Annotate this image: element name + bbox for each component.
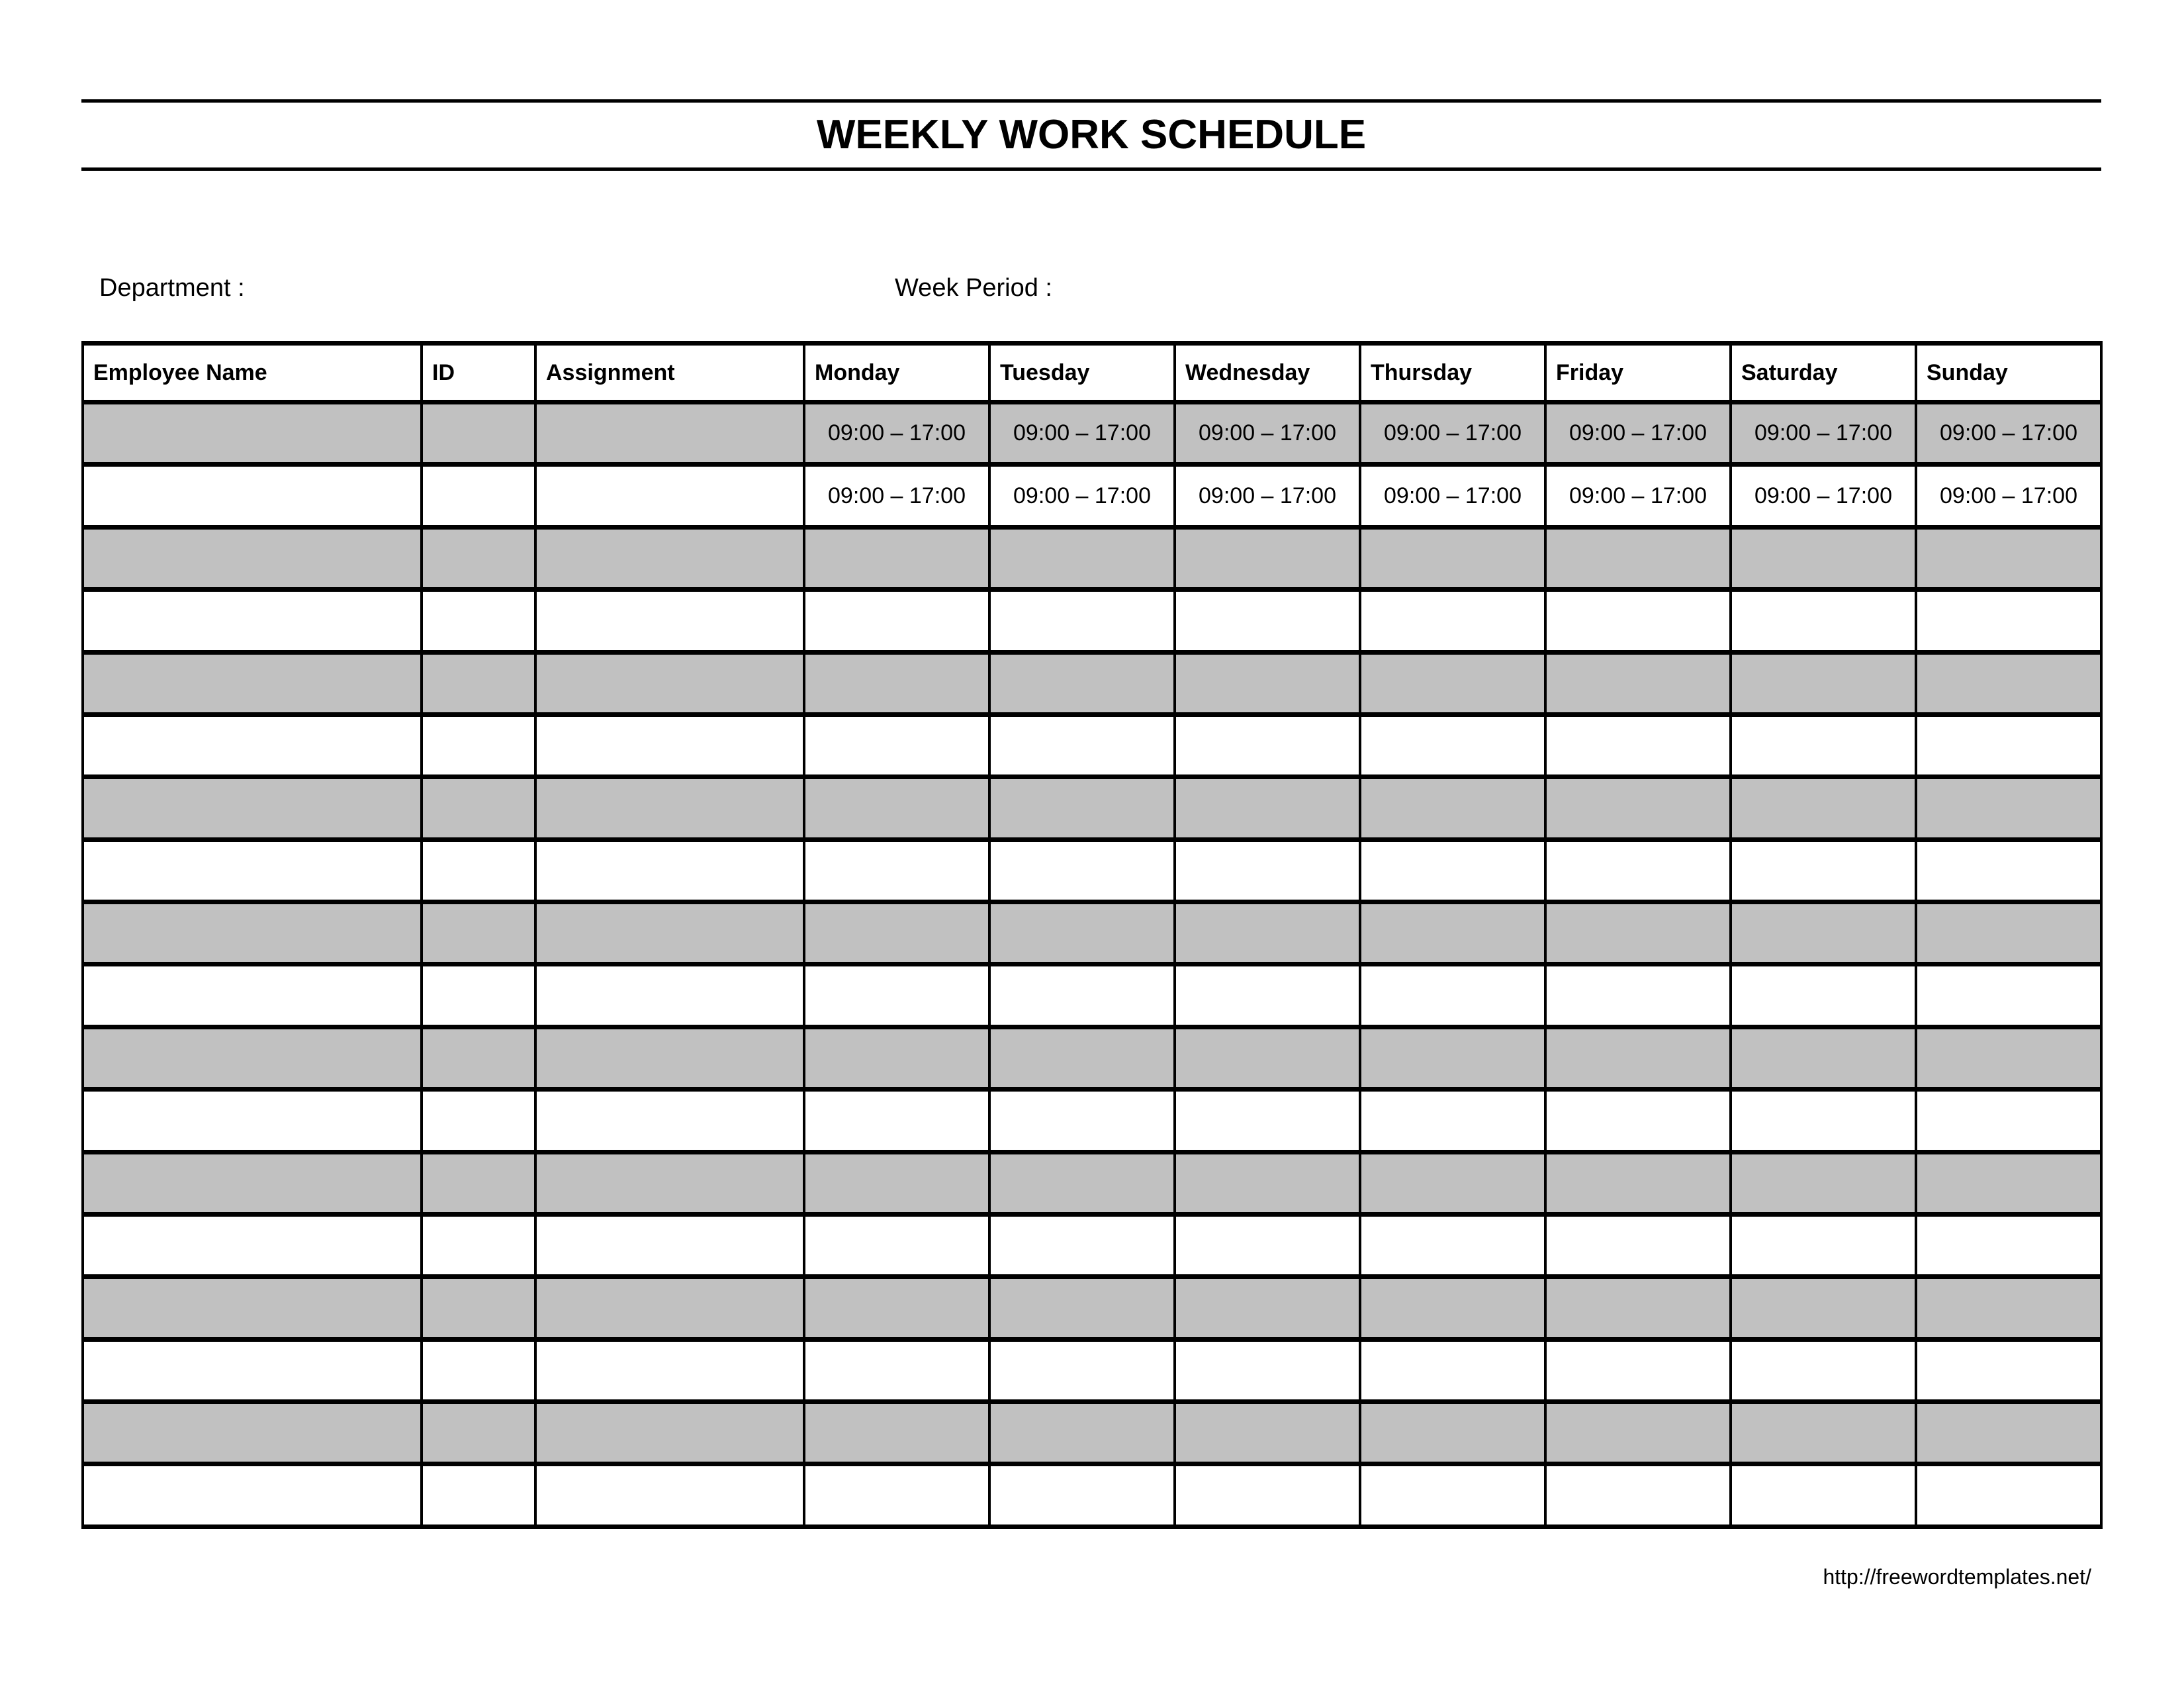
- table-row: [83, 1214, 2101, 1276]
- cell-wednesday[interactable]: [1175, 839, 1360, 902]
- cell-wednesday[interactable]: [1175, 1214, 1360, 1276]
- cell-tuesday[interactable]: [989, 527, 1175, 589]
- title-rule-bottom: [81, 167, 2101, 171]
- cell-friday[interactable]: [1545, 777, 1731, 839]
- cell-id[interactable]: [422, 964, 535, 1027]
- cell-friday[interactable]: [1545, 714, 1731, 776]
- table-row: [83, 402, 2101, 465]
- table-header-row: [83, 344, 2101, 402]
- cell-employee-name[interactable]: [83, 1402, 422, 1464]
- cell-id[interactable]: [422, 714, 535, 776]
- cell-employee-name[interactable]: [83, 1339, 422, 1401]
- cell-sunday[interactable]: 09:00 – 17:00: [1916, 465, 2101, 527]
- cell-monday[interactable]: [804, 590, 989, 652]
- table-row: [83, 839, 2101, 902]
- title-rule-top: [81, 99, 2101, 103]
- cell-tuesday[interactable]: [989, 1277, 1175, 1339]
- cell-id[interactable]: [422, 839, 535, 902]
- cell-assignment[interactable]: [535, 652, 804, 714]
- cell-sunday[interactable]: [1916, 964, 2101, 1027]
- cell-employee-name[interactable]: [83, 777, 422, 839]
- cell-employee-name[interactable]: [83, 1090, 422, 1152]
- cell-wednesday[interactable]: [1175, 964, 1360, 1027]
- cell-thursday[interactable]: [1360, 964, 1545, 1027]
- cell-friday[interactable]: [1545, 1214, 1731, 1276]
- cell-wednesday[interactable]: [1175, 1027, 1360, 1089]
- cell-id[interactable]: [422, 402, 535, 465]
- table-body: [83, 402, 2101, 1527]
- cell-monday[interactable]: [804, 1090, 989, 1152]
- cell-thursday[interactable]: [1360, 652, 1545, 714]
- cell-assignment[interactable]: [535, 465, 804, 527]
- cell-employee-name[interactable]: [83, 714, 422, 776]
- cell-saturday[interactable]: [1731, 1464, 1916, 1527]
- table-row: [83, 1152, 2101, 1214]
- table-row: [83, 777, 2101, 839]
- cell-sunday[interactable]: [1916, 902, 2101, 964]
- cell-friday[interactable]: [1545, 652, 1731, 714]
- cell-friday[interactable]: [1545, 1027, 1731, 1089]
- cell-id[interactable]: [422, 1090, 535, 1152]
- cell-employee-name[interactable]: [83, 964, 422, 1027]
- column-header-thursday: Thursday: [1360, 344, 1545, 402]
- cell-assignment[interactable]: [535, 590, 804, 652]
- cell-tuesday[interactable]: [989, 1339, 1175, 1401]
- cell-wednesday[interactable]: 09:00 – 17:00: [1175, 465, 1360, 527]
- schedule-table: [81, 341, 2103, 1529]
- cell-id[interactable]: [422, 1214, 535, 1276]
- cell-thursday[interactable]: [1360, 1339, 1545, 1401]
- cell-wednesday[interactable]: [1175, 590, 1360, 652]
- cell-id[interactable]: [422, 652, 535, 714]
- table-row: [83, 527, 2101, 589]
- column-header-wednesday: Wednesday: [1175, 344, 1360, 402]
- cell-thursday[interactable]: [1360, 839, 1545, 902]
- cell-saturday[interactable]: [1731, 652, 1916, 714]
- cell-thursday[interactable]: [1360, 1090, 1545, 1152]
- cell-saturday[interactable]: [1731, 1339, 1916, 1401]
- cell-friday[interactable]: [1545, 1339, 1731, 1401]
- table-row: [83, 465, 2101, 527]
- cell-assignment[interactable]: [535, 1090, 804, 1152]
- cell-monday[interactable]: [804, 1027, 989, 1089]
- cell-employee-name[interactable]: [83, 527, 422, 589]
- cell-sunday[interactable]: [1916, 1027, 2101, 1089]
- table-row: [83, 652, 2101, 714]
- cell-monday[interactable]: [804, 1339, 989, 1401]
- cell-saturday[interactable]: 09:00 – 17:00: [1731, 465, 1916, 527]
- column-header-employee-name: Employee Name: [83, 344, 422, 402]
- cell-sunday[interactable]: [1916, 652, 2101, 714]
- cell-assignment[interactable]: [535, 839, 804, 902]
- column-header-sunday: Sunday: [1916, 344, 2101, 402]
- cell-saturday[interactable]: [1731, 714, 1916, 776]
- cell-employee-name[interactable]: [83, 1152, 422, 1214]
- cell-monday[interactable]: [804, 964, 989, 1027]
- cell-monday[interactable]: [804, 714, 989, 776]
- week-period-label: Week Period :: [895, 274, 1052, 302]
- cell-saturday[interactable]: [1731, 1090, 1916, 1152]
- cell-employee-name[interactable]: [83, 590, 422, 652]
- cell-id[interactable]: [422, 1402, 535, 1464]
- cell-wednesday[interactable]: [1175, 1464, 1360, 1527]
- cell-employee-name[interactable]: [83, 1277, 422, 1339]
- cell-wednesday[interactable]: [1175, 1339, 1360, 1401]
- cell-sunday[interactable]: [1916, 1464, 2101, 1527]
- table-row: [83, 902, 2101, 964]
- cell-assignment[interactable]: [535, 964, 804, 1027]
- cell-saturday[interactable]: [1731, 777, 1916, 839]
- cell-tuesday[interactable]: [989, 1214, 1175, 1276]
- cell-tuesday[interactable]: [989, 714, 1175, 776]
- cell-thursday[interactable]: [1360, 714, 1545, 776]
- cell-assignment[interactable]: [535, 714, 804, 776]
- cell-saturday[interactable]: [1731, 1027, 1916, 1089]
- cell-monday[interactable]: [804, 777, 989, 839]
- table-row: [83, 1464, 2101, 1527]
- cell-thursday[interactable]: [1360, 1027, 1545, 1089]
- cell-monday[interactable]: [804, 1277, 989, 1339]
- cell-assignment[interactable]: [535, 1277, 804, 1339]
- table-row: [83, 964, 2101, 1027]
- cell-friday[interactable]: [1545, 527, 1731, 589]
- column-header-saturday: Saturday: [1731, 344, 1916, 402]
- table-row: [83, 714, 2101, 776]
- cell-saturday[interactable]: [1731, 527, 1916, 589]
- cell-tuesday[interactable]: [989, 1090, 1175, 1152]
- cell-sunday[interactable]: [1916, 1152, 2101, 1214]
- cell-id[interactable]: [422, 527, 535, 589]
- cell-sunday[interactable]: [1916, 1277, 2101, 1339]
- cell-thursday[interactable]: [1360, 527, 1545, 589]
- cell-thursday[interactable]: [1360, 1152, 1545, 1214]
- cell-friday[interactable]: [1545, 964, 1731, 1027]
- cell-id[interactable]: [422, 1152, 535, 1214]
- cell-assignment[interactable]: [535, 1152, 804, 1214]
- column-header-monday: Monday: [804, 344, 989, 402]
- cell-id[interactable]: [422, 777, 535, 839]
- cell-saturday[interactable]: [1731, 902, 1916, 964]
- cell-thursday[interactable]: [1360, 1402, 1545, 1464]
- column-header-tuesday: Tuesday: [989, 344, 1175, 402]
- cell-saturday[interactable]: [1731, 964, 1916, 1027]
- cell-monday[interactable]: 09:00 – 17:00: [804, 465, 989, 527]
- cell-friday[interactable]: [1545, 902, 1731, 964]
- cell-id[interactable]: [422, 590, 535, 652]
- cell-tuesday[interactable]: [989, 839, 1175, 902]
- cell-thursday[interactable]: [1360, 1277, 1545, 1339]
- cell-sunday[interactable]: [1916, 1214, 2101, 1276]
- cell-wednesday[interactable]: [1175, 777, 1360, 839]
- column-header-friday: Friday: [1545, 344, 1731, 402]
- cell-sunday[interactable]: [1916, 777, 2101, 839]
- cell-assignment[interactable]: [535, 902, 804, 964]
- cell-thursday[interactable]: [1360, 1464, 1545, 1527]
- cell-tuesday[interactable]: [989, 1402, 1175, 1464]
- cell-sunday[interactable]: [1916, 590, 2101, 652]
- cell-monday[interactable]: [804, 1402, 989, 1464]
- cell-assignment[interactable]: [535, 1027, 804, 1089]
- cell-thursday[interactable]: 09:00 – 17:00: [1360, 402, 1545, 465]
- cell-sunday[interactable]: [1916, 1339, 2101, 1401]
- cell-wednesday[interactable]: [1175, 527, 1360, 589]
- cell-tuesday[interactable]: [989, 777, 1175, 839]
- cell-monday[interactable]: [804, 527, 989, 589]
- cell-sunday[interactable]: [1916, 714, 2101, 776]
- cell-sunday[interactable]: 09:00 – 17:00: [1916, 402, 2101, 465]
- cell-friday[interactable]: [1545, 1090, 1731, 1152]
- cell-wednesday[interactable]: [1175, 1402, 1360, 1464]
- cell-tuesday[interactable]: 09:00 – 17:00: [989, 465, 1175, 527]
- cell-assignment[interactable]: [535, 527, 804, 589]
- cell-tuesday[interactable]: [989, 590, 1175, 652]
- cell-id[interactable]: [422, 465, 535, 527]
- cell-tuesday[interactable]: [989, 964, 1175, 1027]
- table-row: [83, 1027, 2101, 1089]
- cell-sunday[interactable]: [1916, 1090, 2101, 1152]
- cell-tuesday[interactable]: [989, 1027, 1175, 1089]
- cell-id[interactable]: [422, 902, 535, 964]
- cell-sunday[interactable]: [1916, 527, 2101, 589]
- cell-assignment[interactable]: [535, 1339, 804, 1401]
- table-row: [83, 1277, 2101, 1339]
- cell-friday[interactable]: [1545, 1402, 1731, 1464]
- cell-employee-name[interactable]: [83, 652, 422, 714]
- table-row: [83, 1339, 2101, 1401]
- cell-wednesday[interactable]: 09:00 – 17:00: [1175, 402, 1360, 465]
- cell-friday[interactable]: [1545, 1152, 1731, 1214]
- cell-assignment[interactable]: [535, 402, 804, 465]
- cell-employee-name[interactable]: [83, 465, 422, 527]
- cell-monday[interactable]: [804, 1464, 989, 1527]
- cell-saturday[interactable]: [1731, 1152, 1916, 1214]
- cell-thursday[interactable]: [1360, 590, 1545, 652]
- cell-employee-name[interactable]: [83, 1464, 422, 1527]
- cell-friday[interactable]: 09:00 – 17:00: [1545, 402, 1731, 465]
- cell-monday[interactable]: 09:00 – 17:00: [804, 402, 989, 465]
- cell-employee-name[interactable]: [83, 839, 422, 902]
- cell-id[interactable]: [422, 1027, 535, 1089]
- cell-wednesday[interactable]: [1175, 1152, 1360, 1214]
- cell-saturday[interactable]: [1731, 1402, 1916, 1464]
- cell-id[interactable]: [422, 1277, 535, 1339]
- department-label: Department :: [99, 274, 245, 302]
- cell-monday[interactable]: [804, 1152, 989, 1214]
- cell-tuesday[interactable]: [989, 902, 1175, 964]
- cell-employee-name[interactable]: [83, 902, 422, 964]
- cell-wednesday[interactable]: [1175, 714, 1360, 776]
- cell-assignment[interactable]: [535, 1402, 804, 1464]
- table-row: [83, 1402, 2101, 1464]
- cell-assignment[interactable]: [535, 1464, 804, 1527]
- cell-tuesday[interactable]: [989, 652, 1175, 714]
- cell-saturday[interactable]: [1731, 590, 1916, 652]
- cell-monday[interactable]: [804, 839, 989, 902]
- cell-thursday[interactable]: [1360, 902, 1545, 964]
- cell-sunday[interactable]: [1916, 839, 2101, 902]
- cell-employee-name[interactable]: [83, 1214, 422, 1276]
- cell-wednesday[interactable]: [1175, 1090, 1360, 1152]
- cell-sunday[interactable]: [1916, 1402, 2101, 1464]
- cell-saturday[interactable]: 09:00 – 17:00: [1731, 402, 1916, 465]
- cell-thursday[interactable]: 09:00 – 17:00: [1360, 465, 1545, 527]
- cell-employee-name[interactable]: [83, 1027, 422, 1089]
- cell-wednesday[interactable]: [1175, 902, 1360, 964]
- cell-friday[interactable]: [1545, 839, 1731, 902]
- column-header-id: ID: [422, 344, 535, 402]
- cell-assignment[interactable]: [535, 1214, 804, 1276]
- cell-wednesday[interactable]: [1175, 1277, 1360, 1339]
- cell-thursday[interactable]: [1360, 1214, 1545, 1276]
- cell-monday[interactable]: [804, 1214, 989, 1276]
- cell-tuesday[interactable]: 09:00 – 17:00: [989, 402, 1175, 465]
- column-header-assignment: Assignment: [535, 344, 804, 402]
- footer-url-link[interactable]: http://freewordtemplates.net/: [1823, 1565, 2091, 1589]
- cell-id[interactable]: [422, 1339, 535, 1401]
- cell-saturday[interactable]: [1731, 839, 1916, 902]
- cell-tuesday[interactable]: [989, 1464, 1175, 1527]
- cell-monday[interactable]: [804, 652, 989, 714]
- table-row: [83, 1090, 2101, 1152]
- cell-friday[interactable]: 09:00 – 17:00: [1545, 465, 1731, 527]
- cell-tuesday[interactable]: [989, 1152, 1175, 1214]
- table-row: [83, 590, 2101, 652]
- cell-monday[interactable]: [804, 902, 989, 964]
- cell-saturday[interactable]: [1731, 1277, 1916, 1339]
- cell-assignment[interactable]: [535, 777, 804, 839]
- cell-saturday[interactable]: [1731, 1214, 1916, 1276]
- page-title: WEEKLY WORK SCHEDULE: [816, 112, 1367, 158]
- cell-friday[interactable]: [1545, 590, 1731, 652]
- cell-id[interactable]: [422, 1464, 535, 1527]
- cell-friday[interactable]: [1545, 1277, 1731, 1339]
- cell-friday[interactable]: [1545, 1464, 1731, 1527]
- cell-employee-name[interactable]: [83, 402, 422, 465]
- cell-wednesday[interactable]: [1175, 652, 1360, 714]
- cell-thursday[interactable]: [1360, 777, 1545, 839]
